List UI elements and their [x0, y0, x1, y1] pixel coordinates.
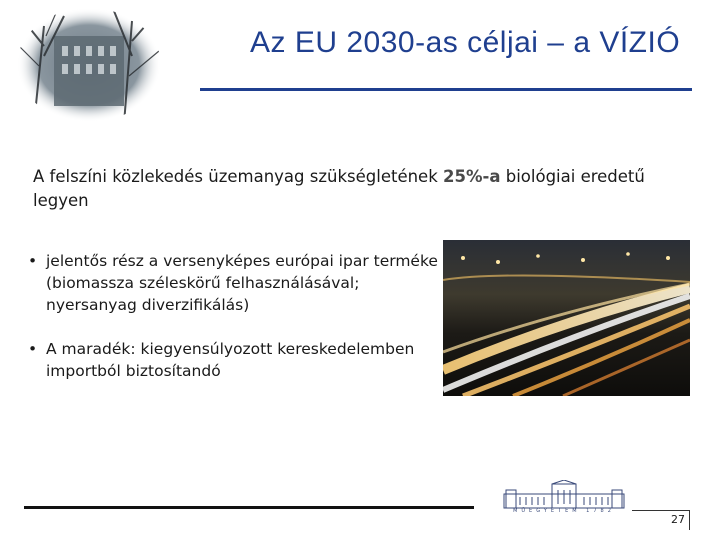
- list-item: [30, 338, 440, 382]
- lead-highlight: 25%-a: [443, 166, 501, 186]
- building-photo: [14, 6, 164, 124]
- bullet-text: A maradék: kiegyensúlyozott kereskedelemben importból biztosítandó: [46, 340, 415, 380]
- bullet-marker: •: [28, 252, 38, 270]
- lead-paragraph: [33, 165, 673, 213]
- bullet-list: [30, 250, 440, 404]
- page-number: 27: [632, 510, 690, 530]
- bullet-text: jelentős rész a versenyképes európai ipar terméke (biomassza széleskörű felhasználásával; nyersanyag diverzifikálás): [46, 252, 438, 314]
- lead-text-before: A felszíni közlekedés üzemanyag szükségletének: [33, 166, 444, 186]
- footer-divider: [24, 506, 474, 509]
- lead-text-after: biológiai eredetű legyen: [33, 166, 645, 210]
- bullet-marker: •: [28, 340, 38, 358]
- highway-night-photo: [443, 240, 690, 396]
- title-divider: [200, 88, 692, 91]
- logo-text: MŰEGYETEM 1782: [513, 508, 615, 514]
- university-building-logo: [496, 480, 632, 520]
- list-item: [30, 250, 440, 316]
- page-title: Az EU 2030-as céljai – a VÍZIÓ: [250, 26, 681, 59]
